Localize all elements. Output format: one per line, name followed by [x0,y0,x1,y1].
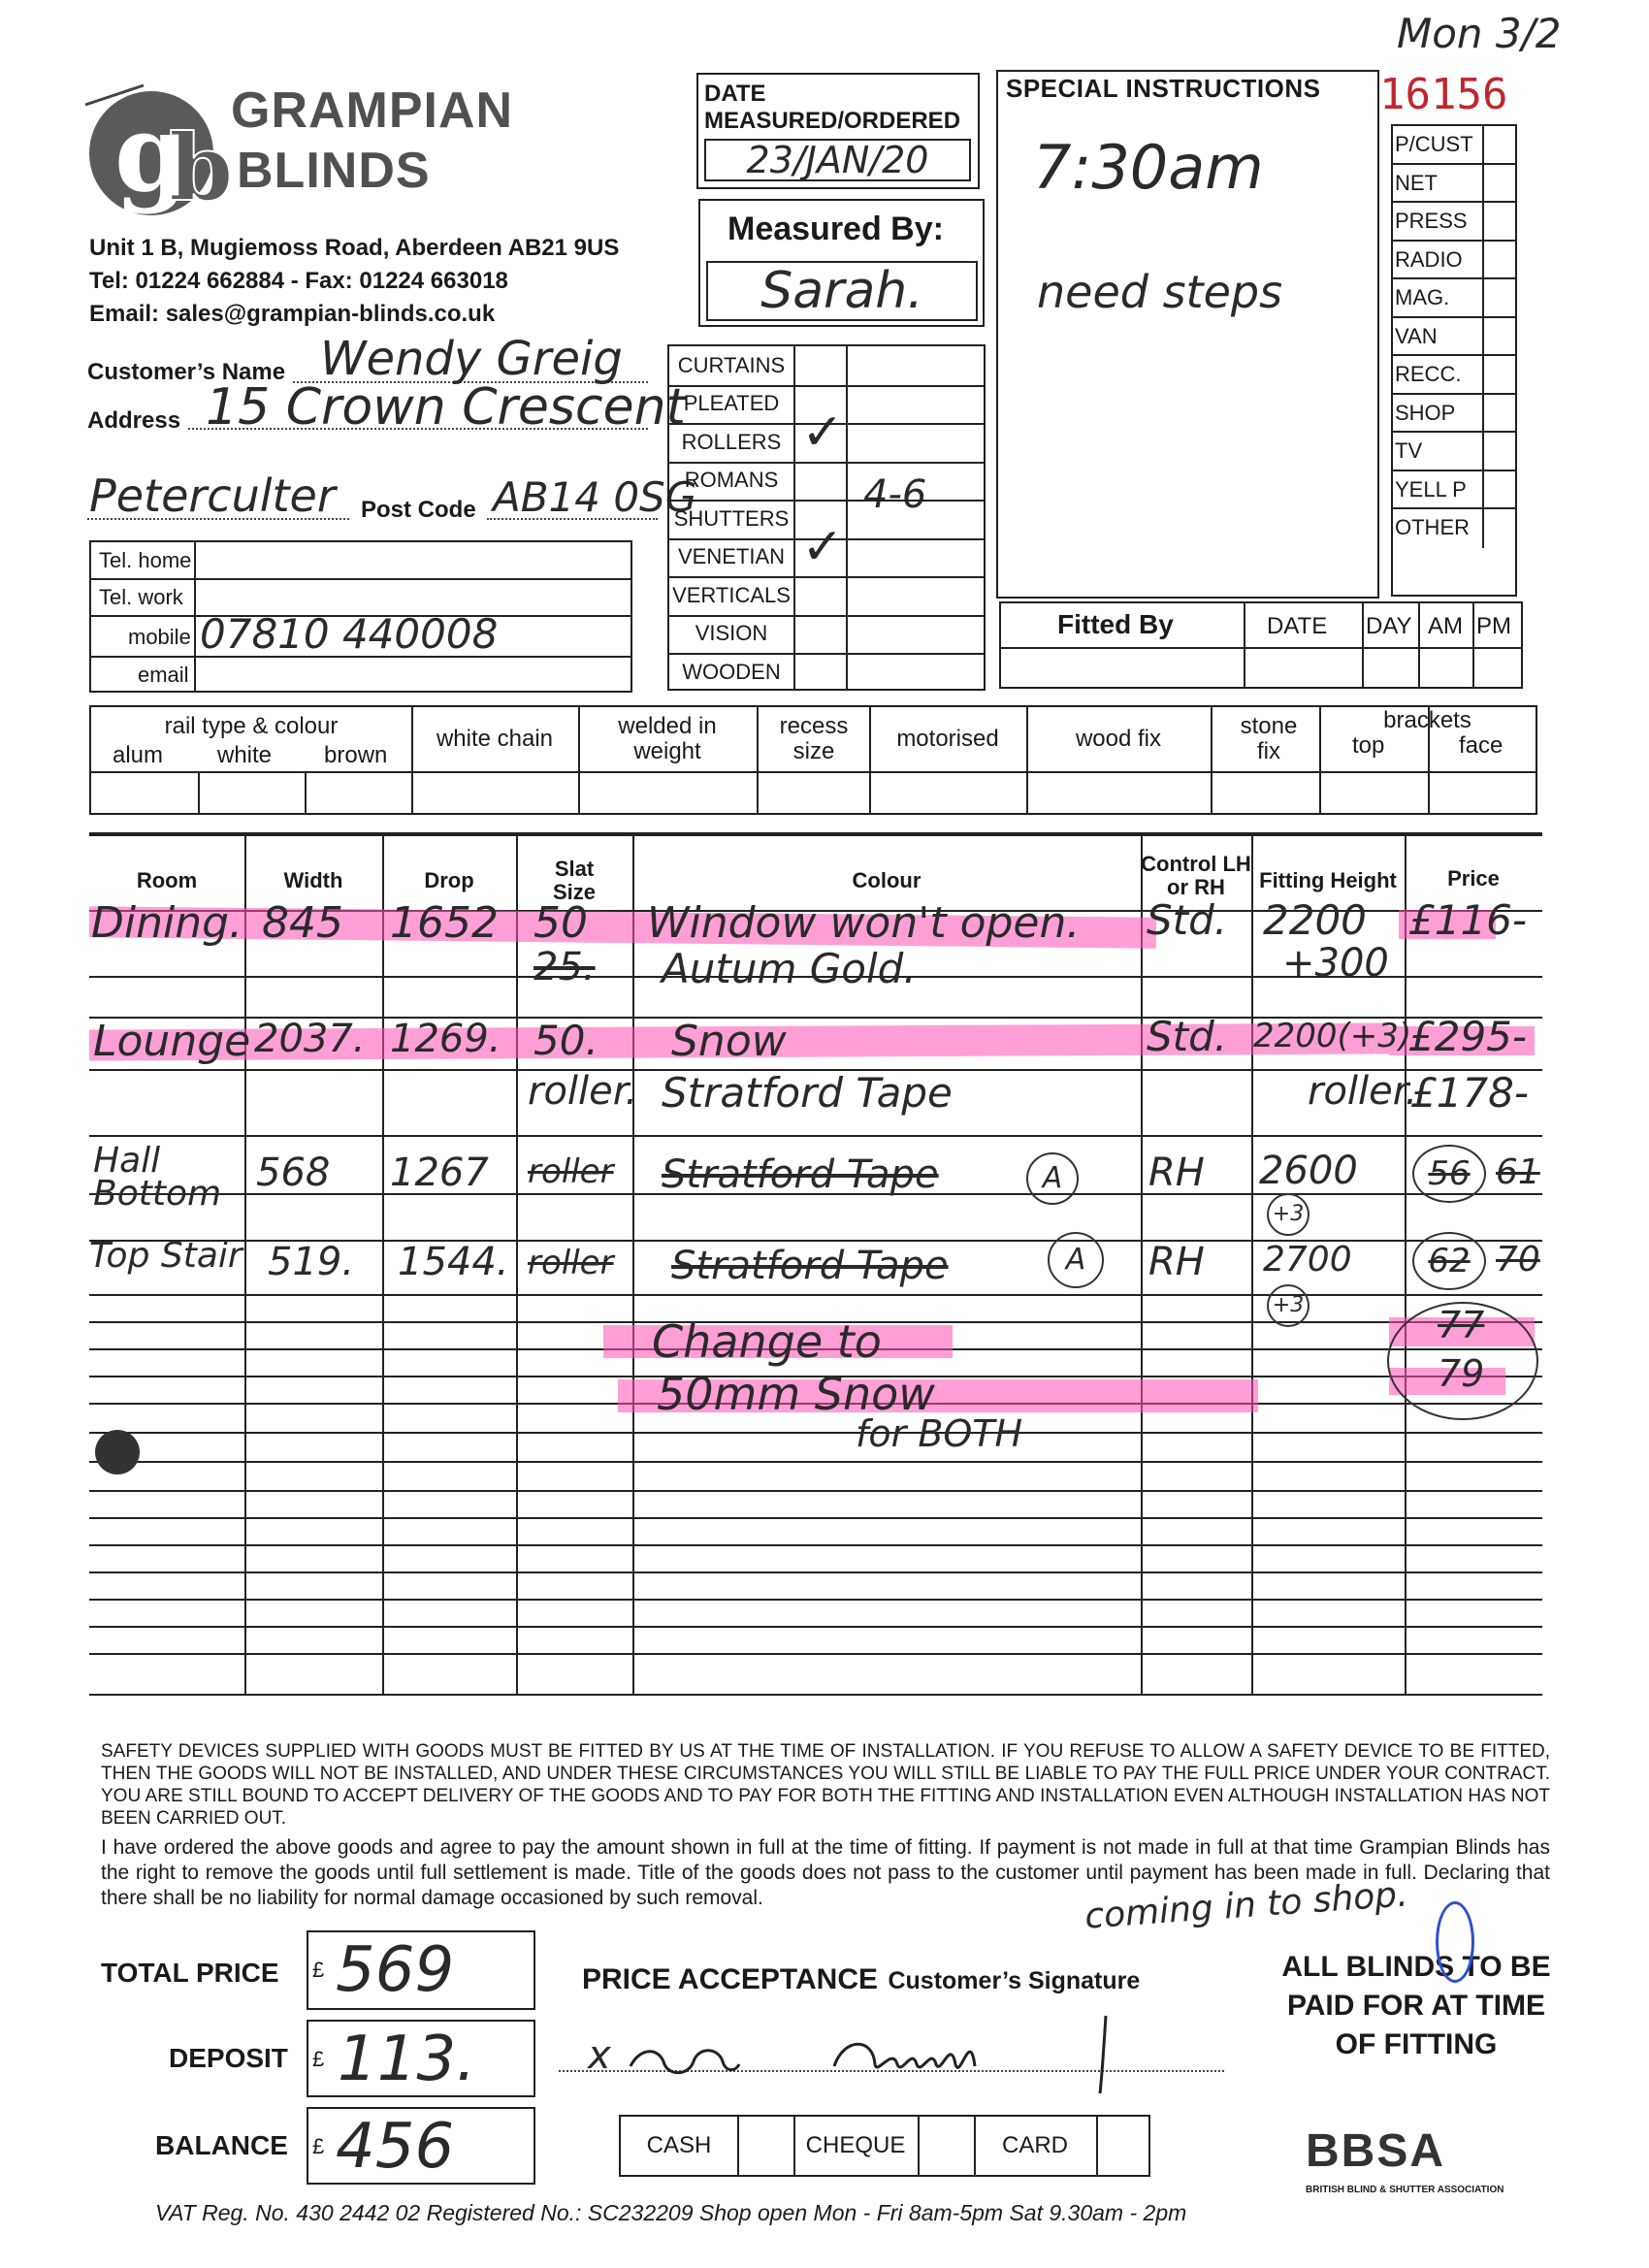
bbsa-logo: BBSA [1306,2125,1446,2177]
row2b-price: £178- [1410,1069,1530,1117]
source-checkbox[interactable] [1482,165,1515,202]
source-label: SHOP [1395,400,1456,425]
source-label: TV [1395,438,1423,463]
source-label: NET [1395,170,1438,195]
row4-control: RH [1148,1240,1205,1284]
product-type-label: VISION [695,621,768,646]
brackets-face-label: face [1459,732,1504,759]
source-checkbox[interactable] [1482,395,1515,432]
payment-cheque: CHEQUE [805,2132,906,2158]
deposit-box: £ 113. [307,2020,535,2097]
date-value: 23/JAN/20 [746,139,929,181]
deposit-value: 113. [338,2024,476,2095]
fitted-day-label: DAY [1366,613,1412,639]
payment-cash: CASH [646,2132,712,2158]
row3-control: RH [1148,1150,1205,1195]
measured-by-label: Measured By: [728,211,944,247]
source-checkbox[interactable] [1482,279,1515,316]
postcode: AB14 0SG [493,473,697,521]
product-type-check[interactable]: ✓ [801,518,844,577]
row4-fitting: 2700 [1263,1240,1352,1280]
product-type-label: PLEATED [683,391,780,416]
balance-value: 456 [336,2111,455,2183]
product-type-check[interactable] [795,605,850,644]
source-checkbox[interactable] [1482,318,1515,355]
payment-methods [619,2115,1150,2177]
source-label: RADIO [1395,246,1463,272]
source-checkbox[interactable] [1482,509,1515,548]
row3-price: 61 [1496,1152,1540,1192]
row2b-colour: Stratford Tape [662,1069,953,1117]
alum-label: alum [113,742,164,768]
price-acceptance-label: PRICE ACCEPTANCE [582,1963,879,1995]
row4-colour-tag: A [1048,1232,1104,1288]
date-box [696,73,980,189]
brackets-label: brackets [1383,707,1471,733]
col-drop: Drop [424,868,474,892]
row3-fitting: 2600 [1259,1149,1358,1193]
product-type-label: ROMANS [684,468,779,493]
source-row [1393,126,1515,165]
row2-slat: 50. [534,1017,598,1064]
change-note-line1: Change to [652,1315,882,1368]
fitted-by-label: Fitted By [1057,609,1174,639]
corner-note: Mon 3/2 [1397,10,1562,57]
source-label: YELL P [1395,476,1467,502]
col-width: Width [283,868,343,892]
special-instructions-line1: 7:30am [1033,132,1264,203]
recess-label: recess size [779,713,849,764]
source-row [1393,203,1515,242]
white-label: white [217,742,273,768]
signature-x: x [588,2033,611,2078]
rail-type-label: rail type & colour [164,713,339,739]
fitted-date-label: DATE [1267,613,1328,639]
fitted-by-box [999,601,1523,689]
total-value: 569 [336,1934,455,2006]
product-type-check[interactable] [795,452,850,491]
tel-work-label: Tel. work [99,585,183,609]
row1-control: Std. [1147,896,1228,944]
source-row [1393,318,1515,357]
row2-room: Lounge [93,1017,251,1066]
company-email: Email: sales@grampian-blinds.co.uk [89,301,496,327]
source-row [1393,242,1515,280]
source-row [1393,471,1515,510]
total-box: £ 569 [307,1930,535,2010]
source-checkbox[interactable] [1482,203,1515,240]
customer-name-label: Customer’s Name [87,359,286,385]
motorised-label: motorised [896,726,999,752]
source-checkbox[interactable] [1482,433,1515,470]
row1-room: Dining. [91,898,243,948]
phone-table [89,540,632,693]
email-label: email [138,663,189,687]
row3-price-old: 56 [1412,1145,1486,1203]
product-type-label: WOODEN [682,659,781,684]
row1-colour: Window won't open. [647,898,1081,948]
change-note-line2: 50mm Snow [657,1368,935,1420]
company-name-line2: BLINDS [237,143,431,199]
row1b-fitting: +300 [1282,941,1389,986]
source-label: MAG. [1395,285,1450,309]
balance-label: BALANCE [155,2130,288,2160]
special-instructions-label: SPECIAL INSTRUCTIONS [1006,74,1321,103]
product-type-label: SHUTTERS [673,505,790,531]
row3-room: Hall Bottom [93,1141,222,1214]
row4-fitting-extra: +3 [1267,1284,1310,1327]
payment-card: CARD [1001,2132,1068,2158]
stone-fix-label: stone fix [1240,713,1298,764]
row4-price-old: 62 [1412,1232,1486,1290]
row1-price: £116- [1408,896,1528,944]
row3-colour-tag: A [1026,1152,1079,1205]
row2-fitting: 2200(+3) [1253,1017,1412,1055]
special-instructions-line2: need steps [1037,266,1283,318]
change-note-line3: for BOTH [856,1412,1023,1455]
row2-control: Std. [1147,1013,1228,1060]
source-checkbox[interactable] [1482,471,1515,508]
company-name-line1: GRAMPIAN [231,82,514,139]
change-note-price2: 79 [1438,1352,1485,1395]
source-row [1393,509,1515,548]
product-type-check[interactable]: ✓ [801,403,844,462]
source-list [1391,124,1517,597]
row4-room: Top Stair [89,1236,242,1276]
source-checkbox[interactable] [1482,356,1515,393]
row4-colour: Stratford Tape [671,1244,949,1288]
product-type-table [667,344,986,691]
deposit-label: DEPOSIT [169,2043,288,2073]
row1-drop: 1652 [390,898,499,948]
measured-by-box [698,199,985,327]
source-row [1393,395,1515,434]
svg-text:b: b [169,114,234,222]
measured-by-value: Sarah. [760,262,923,320]
punch-hole [95,1430,140,1474]
col-fitting-height: Fitting Height [1259,868,1397,892]
product-type-label: VENETIAN [677,544,786,569]
row1-fitting: 2200 [1263,896,1367,944]
company-phone: Tel: 01224 662884 - Fax: 01224 663018 [89,268,508,294]
product-type-label: ROLLERS [681,429,782,454]
white-chain-label: white chain [436,726,554,752]
bbsa-sub: BRITISH BLIND & SHUTTER ASSOCIATION [1306,2185,1504,2195]
product-type-label: VERTICALS [672,582,791,607]
col-colour: Colour [852,868,922,892]
row4-width: 519. [268,1240,355,1284]
row3-colour: Stratford Tape [662,1152,939,1197]
customer-town: Peterculter [89,470,336,522]
row2-width: 2037. [254,1017,366,1061]
company-logo [85,85,234,222]
agreement-terms: I have ordered the above goods and agree to pay the amount shown in full at the time of fitting. If payment is not made in full at that time Grampian Blinds has the right to remove the goods until full settlement is made. Title of the goods does not pass to the customer until payment has been made in full. Declaring that there shall be no liability for normal damage occasioned by such removal. [101,1836,1550,1909]
source-checkbox[interactable] [1482,126,1515,163]
acceptance-note: coming in to shop. [1083,1874,1409,1937]
svg-text:g: g [114,90,189,215]
source-row [1393,433,1515,471]
customer-name: Wendy Greig [320,332,623,386]
source-row [1393,279,1515,318]
source-label: OTHER [1395,515,1470,539]
balance-box: £ 456 [307,2107,535,2185]
col-price: Price [1447,866,1500,891]
product-type-check[interactable] [795,643,850,682]
row2b-fitting: roller. [1308,1069,1418,1114]
customer-signature [621,2008,1125,2095]
total-label: TOTAL PRICE [101,1958,279,1988]
row2-price: £295- [1408,1013,1528,1060]
source-row [1393,165,1515,204]
product-note: 4-6 [863,472,927,517]
col-room: Room [136,868,198,892]
row3-fitting-extra: +3 [1267,1193,1310,1236]
mobile-label: mobile [128,625,191,649]
row1b-slat: 25. [534,945,596,989]
tel-home-label: Tel. home [99,548,192,572]
col-control: Control LH or RH [1141,852,1251,899]
date-label: DATE MEASURED/ORDERED [704,81,961,134]
row2-drop: 1269. [390,1017,501,1061]
fitted-am-label: AM [1428,613,1463,639]
row2-colour: Snow [671,1017,787,1066]
mobile-value: 07810 440008 [200,610,499,658]
row4-drop: 1544. [398,1240,509,1284]
product-type-check[interactable] [795,337,850,375]
signature-label: Customer’s Signature [888,1967,1141,1994]
change-note-price1: 77 [1438,1304,1485,1346]
order-number: 16156 [1379,70,1508,119]
row1b-colour: Autum Gold. [662,945,917,992]
footer-info: VAT Reg. No. 430 2442 02 Registered No.: SC232209 Shop open Mon - Fri 8am-5pm Sat 9.30am - 2pm [155,2200,1187,2225]
row2b-slat: roller. [528,1069,638,1114]
address-label: Address [87,407,181,434]
company-address: Unit 1 B, Mugiemoss Road, Aberdeen AB21 9US [89,235,620,261]
row3-drop: 1267 [390,1150,489,1195]
row1-slat: 50 [534,898,588,948]
customer-address: 15 Crown Crescent [206,378,686,437]
options-table [89,705,1537,815]
row4-slat: roller [528,1244,614,1282]
special-instructions-box [996,70,1379,599]
source-label: PRESS [1395,209,1468,233]
product-type-label: CURTAINS [677,352,786,377]
source-label: RECC. [1395,362,1462,386]
row1-width: 845 [262,898,343,948]
row3-width: 568 [256,1150,331,1195]
welded-label: welded in weight [618,713,717,764]
source-label: VAN [1395,323,1438,348]
source-row [1393,356,1515,395]
col-slat: Slat Size [552,857,597,904]
row4-price: 70 [1496,1240,1540,1280]
row3-slat: roller [528,1152,614,1191]
brown-label: brown [324,742,388,768]
product-type-check[interactable] [795,567,850,605]
gb-logo-icon [85,85,234,222]
wood-fix-label: wood fix [1075,726,1162,752]
all-blinds-notice: ALL BLINDS TO BE PAID FOR AT TIME OF FITTING [1281,1951,1551,2060]
brackets-top-label: top [1352,732,1385,759]
safety-terms: SAFETY DEVICES SUPPLIED WITH GOODS MUST BE FITTED BY US AT THE TIME OF INSTALLATION. IF YOU REFUSE TO ALLOW A SAFETY DEVICE TO BE FITTED, THEN THE GOODS WILL NOT BE INSTALLED, AND UNDER THESE CIRCUMSTANCES YOU WILL STILL BE LIABLE TO PAY THE FULL PRICE UNDER YOUR CONTRACT. YOU ARE STILL BOUND TO ACCEPT DELIVERY OF THE GOODS AND TO PAY FOR BOTH THE FITTING AND INSTALLATION EVEN ALTHOUGH INSTALLATION HAS NOT BEEN CARRIED OUT. [101,1741,1550,1829]
fitted-pm-label: PM [1476,613,1511,639]
signature-icon [621,2008,1125,2095]
postcode-label: Post Code [361,497,476,523]
source-label: P/CUST [1395,132,1473,156]
source-checkbox[interactable] [1482,242,1515,278]
order-table [89,832,1542,1696]
